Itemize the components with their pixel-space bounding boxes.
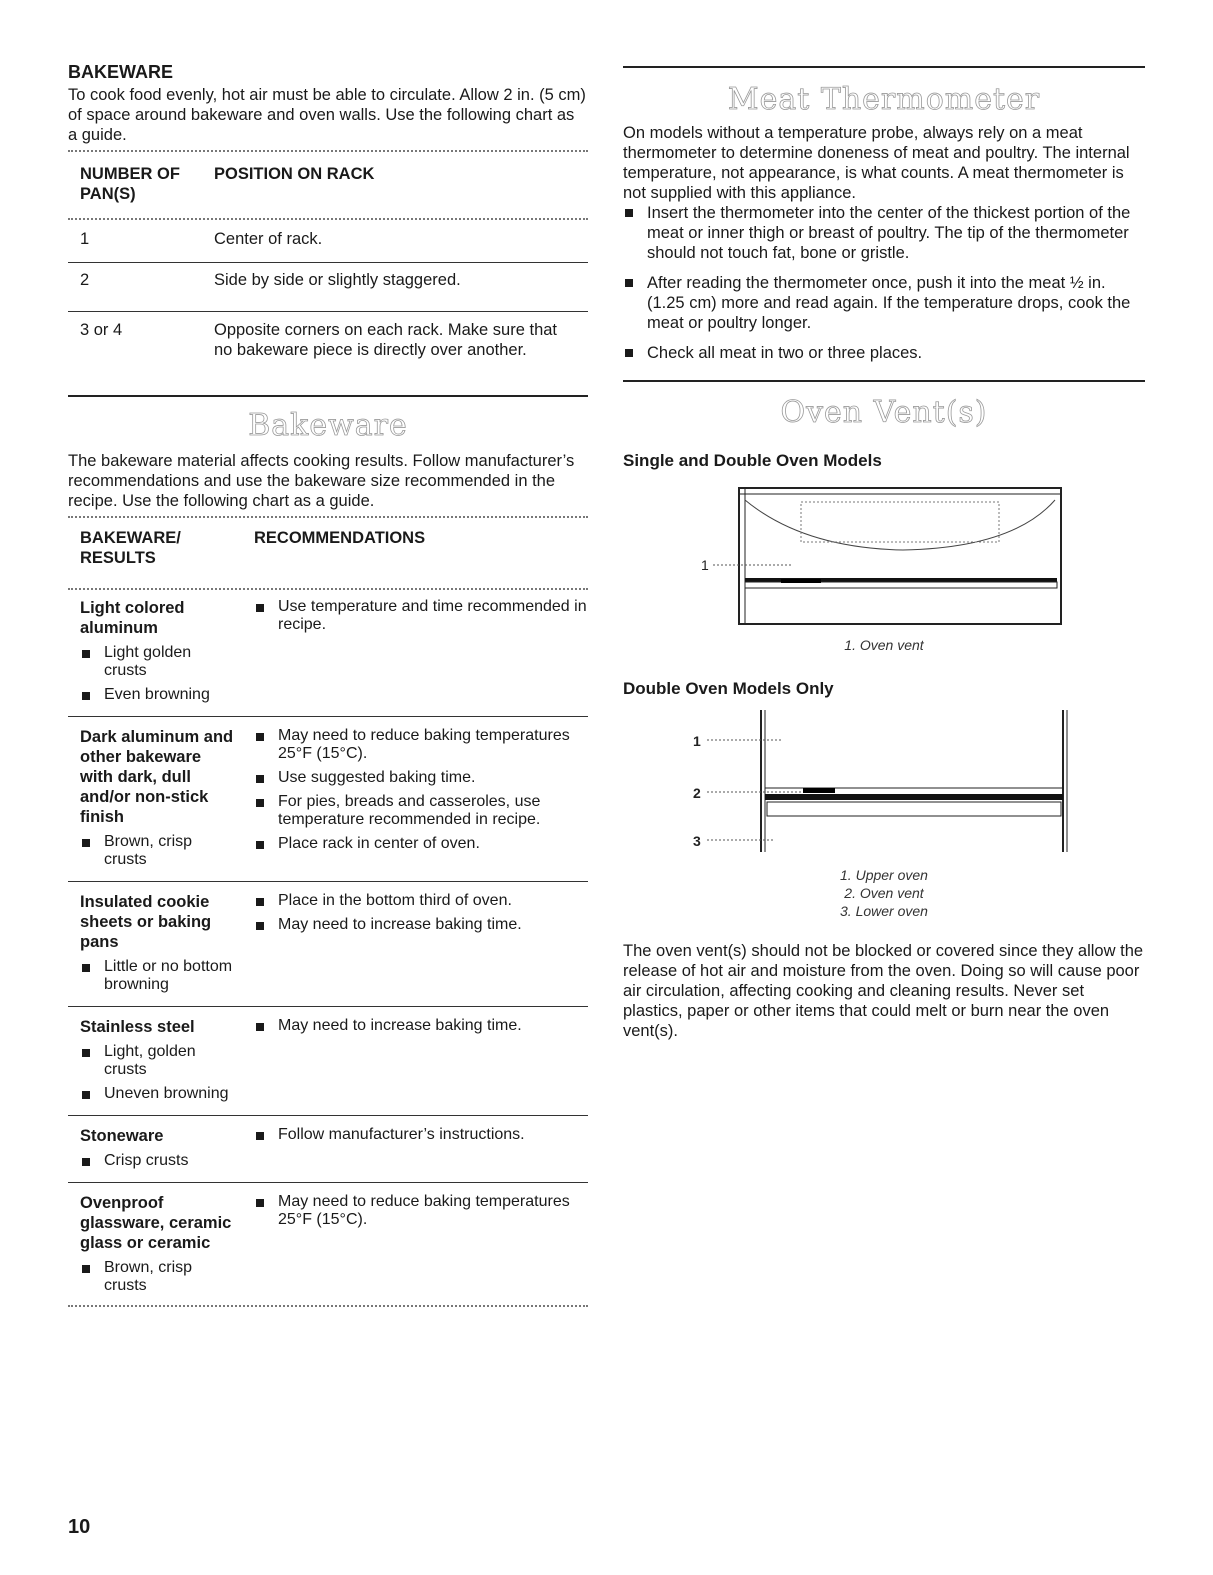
list-item: After reading the thermometer once, push it into the meat ½ in. (1.25 cm) more and read again. If the temperature drops, cook the meat or poultry longer.: [647, 274, 1131, 332]
table-row: [68, 1007, 588, 1103]
figure-callout: 2: [693, 785, 701, 801]
oven-vents-text: The oven vent(s) should not be blocked or covered since they allow the release of hot air and moisture from the oven. Doing so will cause poor air circulation, affecting cooking and cleaning results. Never set plastics, paper or other items that could melt or burn near the oven vent(s).: [623, 942, 1144, 1040]
bakeware-heading: BAKEWARE: [68, 62, 174, 82]
recommendation-text: Place in the bottom third of oven.: [278, 892, 512, 909]
bullet-icon: [82, 1265, 90, 1273]
double-oven-figure: [683, 706, 1083, 858]
bakeware-intro: To cook food evenly, hot air must be able to circulate. Allow 2 in. (5 cm) of space around bakeware and oven walls. Use the following chart as a guide.: [68, 86, 586, 144]
recommendation-text: May need to increase baking time.: [278, 1017, 522, 1034]
bakeware-cell: [80, 1193, 238, 1295]
figure-caption: 3. Lower oven: [840, 903, 928, 919]
page-number: 10: [68, 1516, 91, 1538]
rack-row: [68, 220, 588, 262]
bakeware-cell: [80, 1017, 238, 1103]
figure-caption: 1. Oven vent: [844, 637, 924, 653]
result-item: [80, 1152, 238, 1170]
bakeware-name: Stoneware: [80, 1127, 164, 1145]
bullet-icon: [256, 775, 264, 783]
bullet-icon: [256, 604, 264, 612]
meat-intro: On models without a temperature probe, always rely on a meat thermometer to determine doneness of meat and poultry. The internal temperature, not appearance, is what counts. A meat thermometer is not supplied with this appliance.: [623, 124, 1130, 202]
bakeware-material-intro: The bakeware material affects cooking results. Follow manufacturer’s recommendations and use the bakeware size recommended in the recipe. Use the following chart as a guide.: [68, 452, 575, 510]
table-row: [68, 590, 588, 704]
bakeware-cell: [80, 892, 238, 994]
bullet-icon: [256, 922, 264, 930]
meat-thermometer-title: Meat Thermometer: [727, 82, 1041, 117]
recommendation-text: May need to reduce baking temperatures 25°F (15°C).: [278, 727, 570, 762]
figure-caption: 1. Upper oven: [840, 867, 928, 883]
rack-row-position: Center of rack.: [214, 230, 323, 248]
recommendation-item: [254, 1126, 588, 1144]
result-text: Little or no bottom browning: [104, 958, 233, 993]
bullet-icon: [256, 1023, 264, 1031]
recommendation-item: [254, 598, 588, 634]
result-item: [80, 1259, 238, 1295]
bakeware-header-results: BAKEWARE/ RESULTS: [80, 529, 181, 567]
recommendation-text: Follow manufacturer’s instructions.: [278, 1126, 525, 1143]
list-item: Insert the thermometer into the center of the thickest portion of the meat or inner thigh or breast of poultry. The tip of the thermometer should not touch fat, bone or gristle.: [647, 204, 1131, 262]
double-oven-heading: Double Oven Models Only: [623, 679, 834, 698]
table-row: [68, 717, 588, 869]
rack-row: [68, 312, 588, 360]
result-text: Brown, crisp crusts: [104, 1259, 193, 1294]
rack-row-num: 3 or 4: [80, 321, 123, 339]
recommendation-text: May need to increase baking time.: [278, 916, 522, 933]
bullet-icon: [82, 650, 90, 658]
result-text: Crisp crusts: [104, 1152, 189, 1169]
recommendations-cell: [254, 598, 588, 704]
bakeware-name: Dark aluminum and other bakeware with dark, dull and/or non-stick finish: [80, 728, 234, 826]
recommendation-text: For pies, breads and casseroles, use temperature recommended in recipe.: [278, 793, 541, 828]
figure-captions: [623, 866, 1145, 920]
rack-table: [68, 150, 588, 360]
bullet-icon: [256, 799, 264, 807]
bullet-icon: [256, 898, 264, 906]
recommendations-cell: [254, 1126, 588, 1170]
result-text: Light golden crusts: [104, 644, 192, 679]
bakeware-title: Bakeware: [248, 408, 408, 443]
rack-header-position: POSITION ON RACK: [214, 165, 375, 183]
figure-callout: 3: [693, 833, 701, 849]
oven-vents-title: Oven Vent(s): [780, 395, 988, 430]
recommendations-cell: [254, 1017, 588, 1103]
recommendation-item: [254, 793, 588, 829]
list-item: Check all meat in two or three places.: [647, 344, 923, 362]
bakeware-cell: [80, 598, 238, 704]
rack-header-number: NUMBER OF PAN(S): [80, 165, 180, 203]
recommendation-item: [254, 769, 588, 787]
bullet-icon: [256, 841, 264, 849]
bullet-icon: [82, 1049, 90, 1057]
recommendations-cell: [254, 727, 588, 869]
bullet-icon: [256, 733, 264, 741]
result-text: Light, golden crusts: [104, 1043, 196, 1078]
result-item: [80, 686, 238, 704]
bakeware-cell: [80, 1126, 238, 1170]
bakeware-name: Ovenproof glassware, ceramic glass or ceramic: [80, 1194, 232, 1252]
recommendation-text: May need to reduce baking temperatures 25°F (15°C).: [278, 1193, 570, 1228]
bullet-icon: [82, 1091, 90, 1099]
recommendation-item: [254, 1193, 588, 1229]
bakeware-header-recommendations: RECOMMENDATIONS: [254, 529, 426, 547]
result-item: [80, 1043, 238, 1079]
result-item: [80, 833, 238, 869]
rack-row-num: 1: [80, 230, 90, 248]
bakeware-name: Light colored aluminum: [80, 599, 185, 637]
bullet-icon: [82, 964, 90, 972]
table-row: [68, 882, 588, 994]
bakeware-name: Stainless steel: [80, 1018, 195, 1036]
bullet-icon: [256, 1132, 264, 1140]
rack-row-position: Opposite corners on each rack. Make sure that no bakeware piece is directly over another.: [214, 321, 558, 359]
bullet-icon: [82, 839, 90, 847]
result-text: Brown, crisp crusts: [104, 833, 193, 868]
recommendations-cell: [254, 1193, 588, 1295]
oven-vent-figure: [683, 478, 1083, 630]
divider: [68, 395, 588, 397]
rack-row-num: 2: [80, 271, 90, 289]
table-row: [68, 1116, 588, 1170]
recommendation-text: Use suggested baking time.: [278, 769, 476, 786]
result-text: Even browning: [104, 686, 210, 703]
bullet-icon: [82, 1158, 90, 1166]
recommendation-item: [254, 835, 588, 853]
recommendation-item: [254, 727, 588, 763]
figure-callout: 1: [693, 733, 701, 749]
recommendations-cell: [254, 892, 588, 994]
bakeware-name: Insulated cookie sheets or baking pans: [80, 893, 212, 951]
recommendation-text: Place rack in center of oven.: [278, 835, 480, 852]
rack-row: [68, 263, 588, 311]
result-text: Uneven browning: [104, 1085, 229, 1102]
recommendation-item: [254, 1017, 588, 1035]
rack-row-position: Side by side or slightly staggered.: [214, 271, 461, 289]
recommendation-item: [254, 892, 588, 910]
bullet-icon: [256, 1199, 264, 1207]
result-item: [80, 958, 238, 994]
result-item: [80, 644, 238, 680]
recommendation-text: Use temperature and time recommended in recipe.: [278, 598, 587, 633]
meat-bullets: [623, 201, 1145, 363]
bakeware-cell: [80, 727, 238, 869]
bakeware-table: [68, 516, 588, 1307]
figure-callout: 1: [701, 557, 709, 573]
bullet-icon: [82, 692, 90, 700]
table-row: [68, 1183, 588, 1295]
figure-caption: 2. Oven vent: [844, 885, 924, 901]
single-double-heading: Single and Double Oven Models: [623, 451, 882, 470]
recommendation-item: [254, 916, 588, 934]
result-item: [80, 1085, 238, 1103]
